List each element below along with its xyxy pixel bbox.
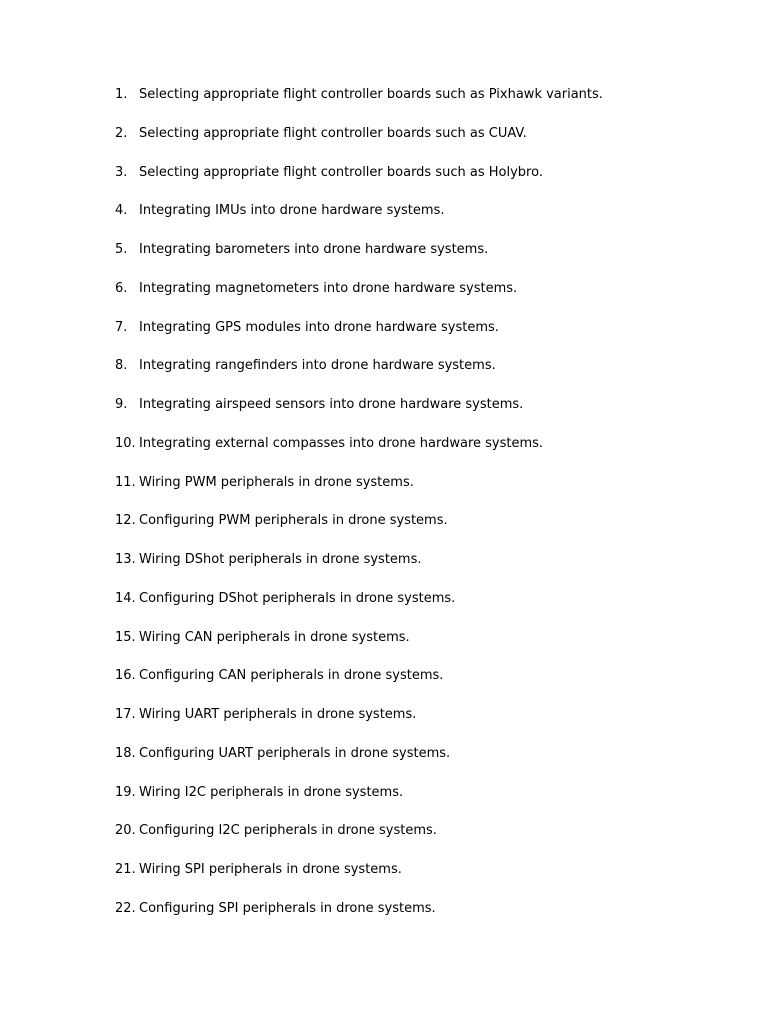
item-text: Configuring SPI peripherals in drone systems.: [139, 900, 436, 916]
item-text: Integrating external compasses into drone hardware systems.: [139, 435, 544, 451]
item-text: Wiring DShot peripherals in drone systems.: [139, 552, 422, 567]
item-text: Integrating GPS modules into drone hardware systems.: [139, 319, 499, 335]
list-item: [115, 512, 603, 551]
item-number: 5.: [115, 242, 128, 257]
item-number: 19.: [115, 784, 136, 800]
item-text: Wiring I2C peripherals in drone systems.: [139, 784, 404, 800]
list-item: [115, 745, 603, 784]
item-text: Integrating airspeed sensors into drone hardware systems.: [139, 397, 524, 412]
item-text: Configuring UART peripherals in drone systems.: [139, 745, 451, 761]
item-text: Wiring UART peripherals in drone systems.: [139, 707, 417, 722]
list-item: [115, 474, 603, 513]
item-number: 1.: [115, 87, 128, 102]
item-number: 2.: [115, 125, 128, 141]
item-text: Integrating magnetometers into drone hardware systems.: [139, 280, 518, 296]
item-number: 18.: [115, 745, 136, 761]
numbered-list: [115, 86, 603, 939]
list-item: [115, 590, 603, 629]
item-text: Selecting appropriate flight controller boards such as CUAV.: [139, 125, 527, 141]
item-number: 15.: [115, 629, 136, 645]
item-text: Configuring DShot peripherals in drone systems.: [139, 590, 456, 606]
list-item: [115, 280, 603, 319]
item-number: 16.: [115, 668, 136, 684]
item-number: 10.: [115, 435, 136, 451]
item-text: Integrating barometers into drone hardware systems.: [139, 242, 489, 257]
list-item: [115, 629, 603, 668]
list-item: [115, 396, 603, 435]
list-item: [115, 319, 603, 358]
item-number: 8.: [115, 358, 128, 374]
item-number: 14.: [115, 590, 136, 606]
item-text: Configuring PWM peripherals in drone systems.: [139, 513, 448, 529]
list-item: [115, 125, 603, 164]
list-item: [115, 241, 603, 280]
item-number: 7.: [115, 319, 128, 335]
item-text: Integrating rangefinders into drone hardware systems.: [139, 358, 496, 374]
list-item: [115, 202, 603, 241]
list-item: [115, 86, 603, 125]
item-number: 21.: [115, 862, 136, 877]
item-number: 20.: [115, 823, 136, 839]
item-text: Wiring CAN peripherals in drone systems.: [139, 629, 410, 645]
list-item: [115, 784, 603, 823]
item-text: Wiring SPI peripherals in drone systems.: [139, 862, 402, 877]
item-text: Wiring PWM peripherals in drone systems.: [139, 474, 414, 490]
item-text: Selecting appropriate flight controller boards such as Holybro.: [139, 164, 543, 180]
item-number: 6.: [115, 280, 128, 296]
item-number: 12.: [115, 513, 136, 529]
list-item: [115, 822, 603, 861]
item-number: 17.: [115, 707, 136, 722]
list-item: [115, 667, 603, 706]
item-number: 4.: [115, 203, 128, 219]
list-item: [115, 900, 603, 939]
item-number: 13.: [115, 552, 136, 567]
list-item: [115, 357, 603, 396]
item-text: Integrating IMUs into drone hardware systems.: [139, 203, 445, 219]
item-text: Configuring I2C peripherals in drone systems.: [139, 823, 437, 839]
list-item: [115, 435, 603, 474]
item-text: Configuring CAN peripherals in drone systems.: [139, 668, 444, 684]
list-item: [115, 706, 603, 745]
list-item: [115, 861, 603, 900]
list-item: [115, 164, 603, 203]
item-number: 9.: [115, 397, 128, 412]
item-number: 22.: [115, 900, 136, 916]
item-number: 3.: [115, 164, 128, 180]
list-item: [115, 551, 603, 590]
item-number: 11.: [115, 474, 136, 490]
item-text: Selecting appropriate flight controller boards such as Pixhawk variants.: [139, 87, 603, 102]
